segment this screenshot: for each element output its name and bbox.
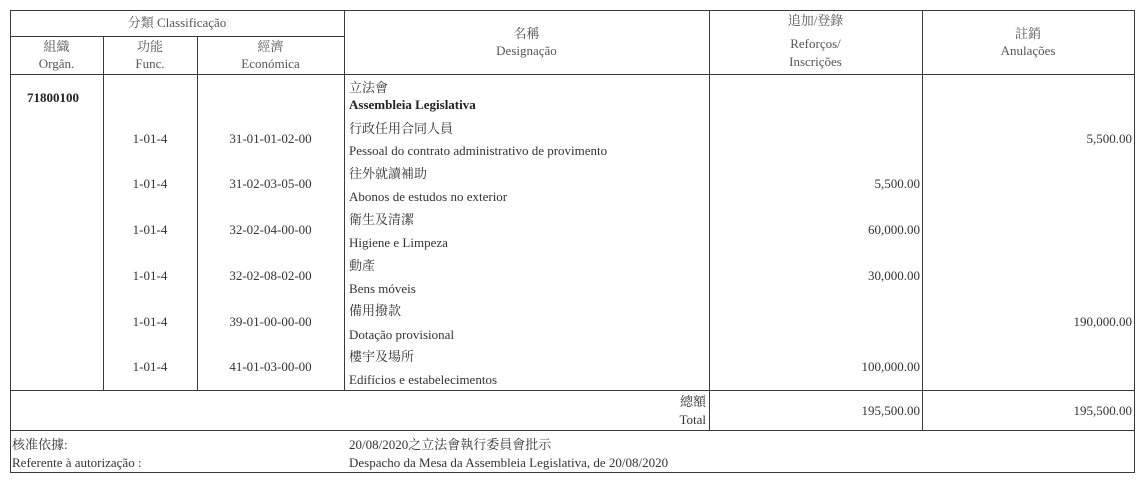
econ-header-pt: Económica (241, 56, 300, 71)
row-func: 1-01-4 (132, 131, 168, 146)
border-right (1134, 10, 1135, 473)
classification-header: 分類 Classificação (127, 15, 227, 30)
border-bottom (10, 472, 1134, 473)
body-bottom-rule (10, 390, 1134, 391)
cancellations-header-zh: 註銷 (1014, 26, 1041, 41)
classification-divider (10, 36, 344, 37)
total-cancellations: 195,500.00 (1073, 403, 1132, 418)
row-func: 1-01-4 (132, 176, 168, 191)
row-name-pt: Dotação provisional (349, 327, 455, 342)
row-econ: 41-01-03-00-00 (229, 359, 312, 374)
reinforcements-header-zh: 追加/登錄 (787, 13, 844, 28)
row-func: 1-01-4 (132, 268, 168, 283)
row-cancellation: 190,000.00 (1073, 314, 1132, 329)
row-cancellation: 5,500.00 (1086, 131, 1132, 146)
econ-header-zh: 經濟 (257, 39, 284, 54)
row-reinforcement: 60,000.00 (868, 222, 920, 237)
row-name-pt: Bens móveis (349, 281, 416, 296)
header-bottom-rule (10, 74, 1134, 75)
row-name-pt: Higiene e Limpeza (349, 235, 448, 250)
row-econ: 32-02-08-02-00 (229, 268, 312, 283)
row-name-pt: Edifícios e estabelecimentos (349, 372, 498, 387)
authorization-text-pt: Despacho da Mesa da Assembleia Legislativa, de 20/08/2020 (349, 455, 669, 470)
row-reinforcement: 30,000.00 (868, 268, 920, 283)
row-name-zh: 行政任用合同人員 (349, 121, 454, 136)
row-name-zh: 動產 (349, 258, 376, 273)
total-label-zh: 總額 (679, 394, 706, 409)
row-econ: 39-01-00-00-00 (229, 314, 312, 329)
row-name-zh: 衛生及清潔 (349, 212, 415, 227)
cancellations-header-pt: Anulações (1000, 43, 1056, 58)
func-header-pt: Func. (135, 56, 165, 71)
total-reinforcements: 195,500.00 (861, 403, 920, 418)
row-reinforcement: 100,000.00 (861, 359, 920, 374)
organ-code: 71800100 (27, 90, 79, 105)
border-top (10, 10, 1134, 11)
organ-header-pt: Orgân. (38, 56, 75, 71)
row-func: 1-01-4 (132, 359, 168, 374)
row-func: 1-01-4 (132, 314, 168, 329)
authorization-label-zh: 核准依據: (12, 437, 68, 452)
row-econ: 32-02-04-00-00 (229, 222, 312, 237)
row-func: 1-01-4 (132, 222, 168, 237)
reinforcements-header-pt1: Reforços/ (790, 36, 841, 51)
row-econ: 31-01-01-02-00 (229, 131, 312, 146)
col-divider-func (197, 36, 198, 390)
row-name-pt: Pessoal do contrato administrativo de provimento (349, 143, 608, 158)
col-divider-reinforcements (922, 10, 923, 430)
col-divider-organ (103, 36, 104, 390)
authorization-text-zh: 20/08/2020之立法會執行委員會批示 (349, 437, 552, 452)
total-label-pt: Total (679, 412, 706, 427)
func-header-zh: 功能 (136, 39, 163, 54)
row-name-pt: Abonos de estudos no exterior (349, 189, 508, 204)
row-name-zh: 往外就讀補助 (349, 166, 428, 181)
row-reinforcement: 5,500.00 (874, 176, 920, 191)
border-left (10, 10, 11, 473)
row-name-zh: 樓宇及場所 (349, 349, 415, 364)
designation-header-pt: Designação (496, 43, 557, 58)
organ-name-zh: 立法會 (349, 80, 389, 95)
organ-header-zh: 組織 (43, 39, 70, 54)
row-econ: 31-02-03-05-00 (229, 176, 312, 191)
designation-header-zh: 名稱 (513, 26, 540, 41)
organ-name-pt: Assembleia Legislativa (349, 97, 476, 112)
authorization-label-pt: Referente à autorização : (12, 455, 142, 470)
row-name-zh: 備用撥款 (349, 303, 402, 318)
total-bottom-rule (10, 430, 1134, 431)
col-divider-econ (344, 10, 345, 390)
reinforcements-header-pt2: Inscrições (789, 54, 842, 69)
